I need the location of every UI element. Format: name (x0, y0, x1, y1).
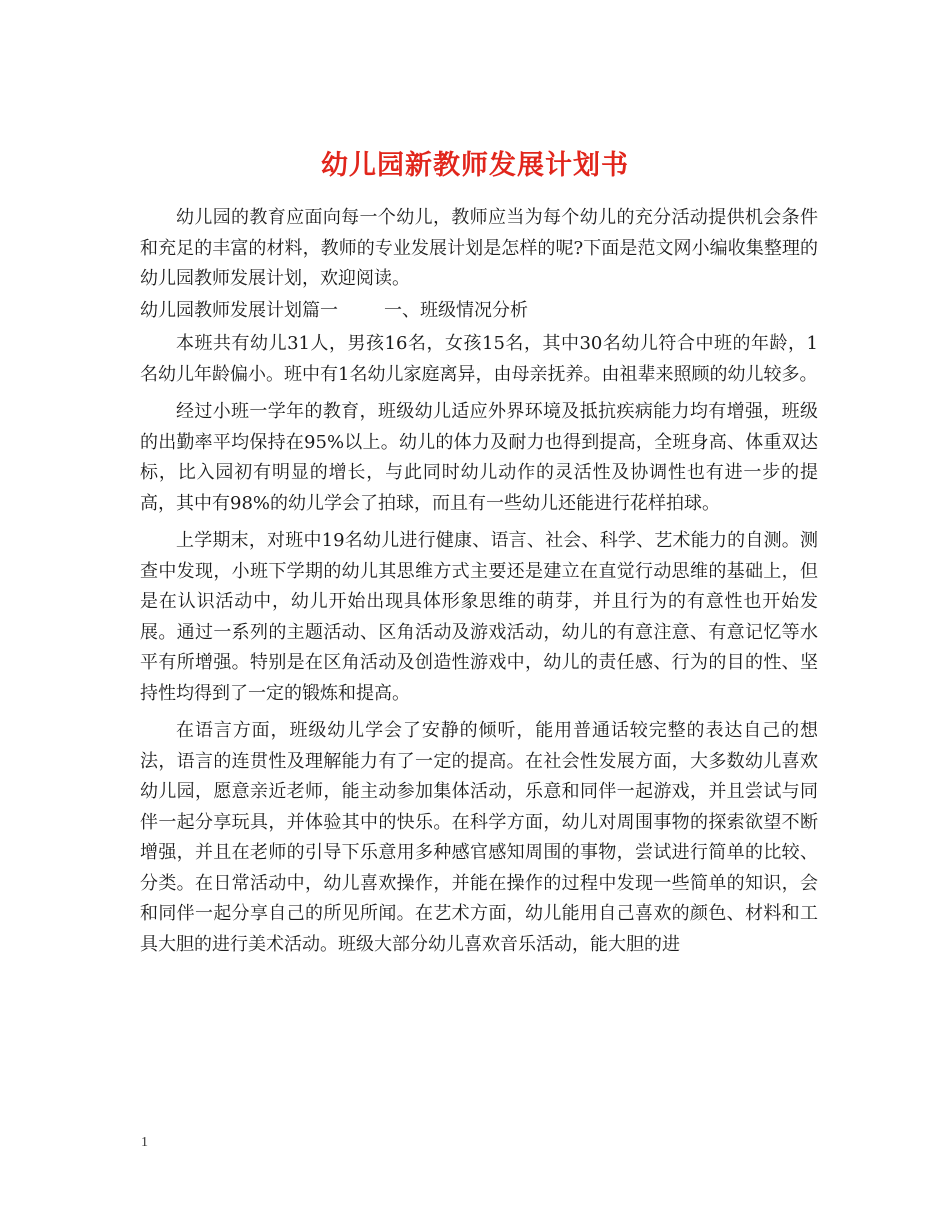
section-subheading: 一、班级情况分析 (384, 299, 528, 321)
document-body (140, 203, 818, 967)
section-heading-line (140, 296, 818, 327)
body-paragraph-3: 上学期末，对班中19名幼儿进行健康、语言、社会、科学、艺术能力的自测。测查中发现，小班下学期的幼儿其思维方式主要还是建立在直觉行动思维的基础上，但是在认识活动中，幼儿开始出现具体形象思维的萌芽，并且行为的有意性也开始发展。通过一系列的主题活动、区角活动及游戏活动，幼儿的有意注意、有意记忆等水平有所增强。特别是在区角活动及创造性游戏中，幼儿的责任感、行为的目的性、坚持性均得到了一定的锻炼和提高。 (140, 530, 818, 704)
document-title: 幼儿园新教师发展计划书 (321, 150, 629, 182)
body-paragraph-2: 经过小班一学年的教育，班级幼儿适应外界环境及抵抗疾病能力均有增强，班级的出勤率平均保持在95%以上。幼儿的体力及耐力也得到提高，全班身高、体重双达标，比入园初有明显的增长，与此同时幼儿动作的灵活性及协调性也有进一步的提高，其中有98%的幼儿学会了拍球，而且有一些幼儿还能进行花样拍球。 (140, 401, 818, 514)
body-paragraph-1: 本班共有幼儿31人，男孩16名，女孩15名，其中30名幼儿符合中班的年龄，1名幼儿年龄偏小。班中有1名幼儿家庭离异，由母亲抚养。由祖辈来照顾的幼儿较多。 (140, 333, 818, 385)
page-number: 1 (141, 1135, 148, 1150)
section-heading: 幼儿园教师发展计划篇一 (140, 299, 338, 321)
body-paragraph-4: 在语言方面，班级幼儿学会了安静的倾听，能用普通话较完整的表达自己的想法，语言的连贯性及理解能力有了一定的提高。在社会性发展方面，大多数幼儿喜欢幼儿园，愿意亲近老师，能主动参加集体活动，乐意和同伴一起游戏，并且尝试与同伴一起分享玩具，并体验其中的快乐。在科学方面，幼儿对周围事物的探索欲望不断增强，并且在老师的引导下乐意用多种感官感知周围的事物，尝试进行简单的比较、分类。在日常活动中，幼儿喜欢操作，并能在操作的过程中发现一些简单的知识，会和同伴一起分享自己的所见所闻。在艺术方面，幼儿能用自己喜欢的颜色、材料和工具大胆的进行美术活动。班级大部分幼儿喜欢音乐活动，能大胆的进 (140, 720, 818, 955)
intro-paragraph: 幼儿园的教育应面向每一个幼儿，教师应当为每个幼儿的充分活动提供机会条件和充足的丰富的材料，教师的专业发展计划是怎样的呢?下面是范文网小编收集整理的幼儿园教师发展计划，欢迎阅读。 (140, 207, 818, 289)
